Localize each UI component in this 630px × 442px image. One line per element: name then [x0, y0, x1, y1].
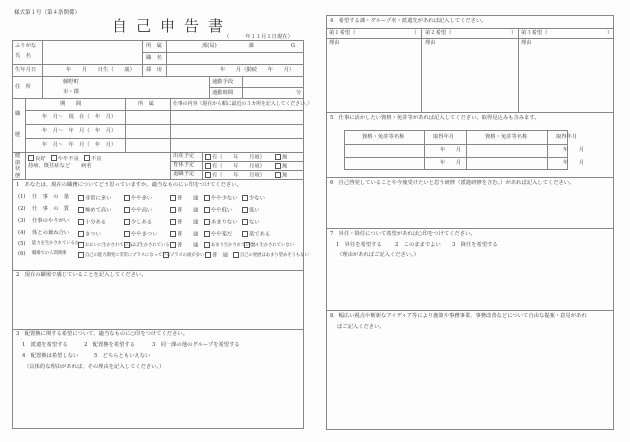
page-title: 自己申告書	[112, 17, 233, 35]
q1-prompt: 1 あなたは、現在の職務についてどう思っていますか。適当なものにレ印をつけてください。	[16, 182, 242, 188]
plan-label-retire: 退職予定	[173, 171, 195, 177]
q5-header-date-1: 取得年月	[433, 134, 455, 140]
name-label: 氏 名	[15, 53, 31, 59]
q5-date-cell[interactable]: 年 月	[563, 160, 585, 166]
q3-prompt: 3 配置換に関する希望について、適当なものに○印をつけてください。	[16, 331, 188, 337]
q6-prompt: 6 自己啓発していることや今後受けたいと思う研修（派遣研修を含む。）があれば記入してください。	[330, 180, 575, 186]
q2-answer-area[interactable]	[14, 282, 302, 328]
health-fair-option[interactable]: やや不良	[51, 156, 79, 162]
medical-history-label: 持病、既往症など 病名	[28, 163, 92, 169]
q3-answer-area[interactable]	[14, 373, 302, 427]
plan-retire-no[interactable]: 無	[275, 172, 287, 179]
q5-header-name-1: 資格・免許等名称	[362, 134, 405, 140]
q5-header-date-2: 取得年月	[556, 134, 578, 140]
career-row-1-period[interactable]: 年 月～ 現 在（ 年 月）	[42, 114, 117, 120]
affiliation-header: 所 属	[138, 101, 154, 107]
affiliation-value[interactable]: 部(局) 課 G	[202, 43, 296, 49]
address-label: 住 所	[15, 84, 31, 90]
checkbox-icon	[124, 231, 130, 237]
q8-answer-area[interactable]	[328, 334, 612, 428]
affiliation-label: 所 属	[146, 43, 162, 49]
checkbox-icon	[78, 207, 84, 213]
period-header: 期 間	[60, 101, 82, 107]
health-poor-option[interactable]: 不良	[84, 156, 102, 162]
checkbox-icon	[204, 195, 210, 201]
q3-note: （具体的な理由があれば、その理由を記入してください。）	[24, 364, 165, 370]
position-label: 職 名	[146, 55, 162, 61]
checkbox-icon	[233, 252, 239, 258]
q4-choice-3-label: 第３希望（	[521, 30, 548, 36]
checkbox-icon	[242, 231, 248, 237]
q5-date-cell[interactable]: 年 月	[440, 160, 462, 166]
birth-field[interactable]: 年 月 日生（ 歳）	[66, 67, 135, 73]
checkbox-icon	[78, 219, 84, 225]
checkbox-icon	[242, 207, 248, 213]
furigana-label: ふりがな	[15, 43, 37, 49]
health-label: 健康状態	[15, 153, 21, 179]
name-field[interactable]	[44, 42, 140, 62]
career-row-3-period[interactable]: 年 月～ 年 月（ 年 月）	[42, 142, 117, 148]
checkbox-icon[interactable]	[275, 154, 281, 160]
q7-option-2[interactable]: 2 このままでよい	[395, 242, 441, 248]
paren-close: ）	[607, 30, 613, 36]
paren-close: ）	[414, 30, 420, 36]
q4-reason-3-label: 理由	[521, 40, 532, 46]
q5-date-cell[interactable]: 年 月	[440, 147, 462, 153]
checkbox-icon	[204, 207, 210, 213]
checkbox-icon	[170, 219, 176, 225]
checkbox-icon	[124, 242, 130, 248]
checkbox-icon	[124, 207, 130, 213]
q7-prompt: 7 昇任・降任について希望があれば○印をつけてください。	[330, 231, 476, 237]
checkbox-icon	[242, 219, 248, 225]
checkbox-icon	[78, 231, 84, 237]
q4-reason-1-label: 理由	[329, 40, 340, 46]
q4-reason-1-area[interactable]	[328, 48, 420, 110]
checkbox-icon	[170, 231, 176, 237]
checkbox-icon[interactable]	[275, 172, 281, 178]
health-options	[28, 155, 102, 162]
plan-label-birth: 出産予定	[173, 153, 195, 159]
q4-choice-2-label: 第２希望（	[425, 30, 452, 36]
plan-childcare-yes[interactable]: 有（ 年 月頃）	[205, 163, 265, 170]
q7-option-1[interactable]: 1 昇任を希望する	[336, 242, 382, 248]
q3-option-3[interactable]: 3 同一課の他のグループを希望する	[152, 342, 240, 348]
checkbox-icon	[242, 195, 248, 201]
checkbox-icon	[170, 195, 176, 201]
plan-birth-yes[interactable]: 有（ 年 月頃）	[205, 154, 265, 161]
q2-prompt: 2 現在の職場で感じていることを記入してください。	[16, 272, 147, 278]
q4-reason-3-area[interactable]	[520, 48, 612, 110]
q3-option-4[interactable]: 4 配置換は希望しない	[22, 353, 79, 359]
q3-option-5[interactable]: 5 どちらともいえない	[94, 353, 151, 359]
address-city[interactable]: 市・郡	[63, 89, 79, 95]
q8-prompt-line-2: ばご記入ください。	[337, 324, 385, 330]
q5-header-name-2: 資格・免許等名称	[485, 134, 528, 140]
commute-time-unit: 分	[296, 90, 302, 96]
plan-childcare-no[interactable]: 無	[275, 163, 287, 170]
career-label-2: 歴	[15, 132, 21, 138]
plan-retire-yes[interactable]: 有（ 年 月頃）	[205, 172, 265, 179]
checkbox-icon	[204, 231, 210, 237]
q3-option-1[interactable]: 1 派遣を希望する	[22, 342, 68, 348]
q6-answer-area[interactable]	[328, 190, 612, 226]
commute-time-label: 通勤時間	[212, 90, 234, 96]
q5-date-cell[interactable]: 年 月	[563, 147, 585, 153]
checkbox-icon	[163, 252, 169, 258]
q5-prompt: 5 仕事に活かしたい資格・免許等があれば記入してください。取得見込みも含みます。	[330, 115, 540, 121]
q7-option-3[interactable]: 3 降任を希望する	[452, 242, 498, 248]
checkbox-icon	[205, 252, 211, 258]
checkbox-icon	[124, 219, 130, 225]
paren-close: ）	[511, 30, 517, 36]
checkbox-icon	[244, 242, 250, 248]
q4-reason-2-label: 理由	[425, 40, 436, 46]
checkbox-icon[interactable]	[28, 155, 34, 161]
plan-birth-no[interactable]: 無	[275, 154, 287, 161]
plan-label-childcare: 育休予定	[173, 162, 195, 168]
checkbox-icon[interactable]	[275, 163, 281, 169]
checkbox-icon	[78, 252, 84, 258]
q8-prompt-line-1: 8 幅広い視点や斬新なアイディア等により施策や事務事業、事務改善などについて自由な提案・意見があれ	[330, 313, 587, 319]
checkbox-icon[interactable]	[205, 163, 211, 169]
checkbox-icon[interactable]	[51, 155, 57, 161]
q3-option-2[interactable]: 2 配置換を希望する	[84, 342, 136, 348]
checkbox-icon	[78, 195, 84, 201]
checkbox-icon[interactable]	[205, 154, 211, 160]
checkbox-icon[interactable]	[205, 172, 211, 178]
hired-field[interactable]: 年 月（勤続 年 月）	[220, 67, 295, 73]
hired-label: 採 用	[146, 67, 162, 73]
birth-label: 生年月日	[15, 67, 37, 73]
checkbox-icon	[204, 242, 210, 248]
checkbox-icon	[170, 242, 176, 248]
address-town[interactable]: 藤野町	[63, 79, 79, 85]
as-of-date: （ 年１１月１日現在）	[224, 34, 293, 40]
career-row-2-period[interactable]: 年 月～ 年 月（ 年 月）	[42, 128, 117, 134]
checkbox-icon	[124, 195, 130, 201]
q4-choice-1-label: 第１希望（	[329, 30, 356, 36]
q7-answer-area[interactable]	[328, 262, 612, 308]
q4-prompt: 4 希望する課・グループ名・派遣先があれば記入してください。	[330, 18, 487, 24]
checkbox-icon	[204, 219, 210, 225]
checkbox-icon[interactable]	[84, 155, 90, 161]
duties-header: 仕事の内容（現在から順に最近の３カ所を記入してください。）	[173, 101, 313, 107]
q4-reason-2-area[interactable]	[423, 48, 517, 110]
position-field[interactable]	[168, 54, 302, 63]
form-reference: 様式第１号（第４条関係）	[14, 10, 81, 16]
q7-note: （理由があればご記入ください。）	[337, 252, 420, 258]
career-label-1: 職	[15, 111, 21, 117]
commute-means-label: 通勤手段	[212, 79, 234, 85]
health-good-option[interactable]: 良好	[28, 156, 46, 162]
checkbox-icon	[170, 207, 176, 213]
checkbox-icon	[78, 242, 84, 248]
